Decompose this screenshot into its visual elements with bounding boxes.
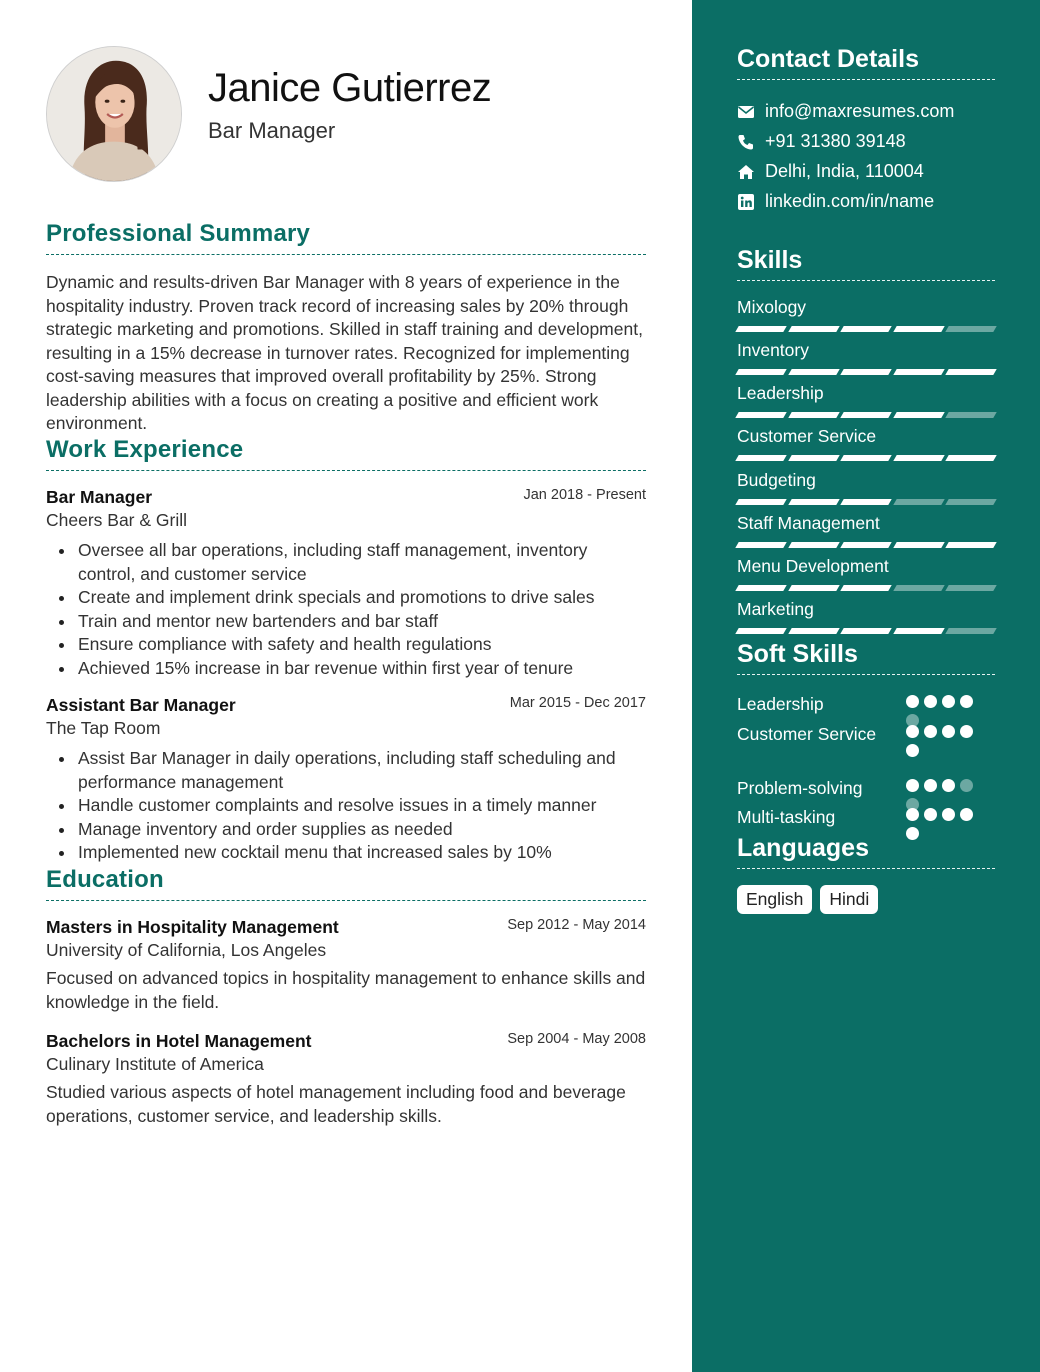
job-date: Mar 2015 - Dec 2017 (509, 695, 646, 711)
job-company: The Tap Room (46, 718, 161, 738)
skill-level-segment (840, 628, 891, 634)
email-text: info@maxresumes.com (765, 101, 955, 121)
list-item: Oversee all bar operations, including staff management, inventory control, and customer service (46, 539, 646, 586)
rating-dot (942, 725, 955, 738)
candidate-role: Bar Manager (208, 118, 336, 143)
skill-level-segment (893, 628, 944, 634)
summary-heading: Professional Summary (46, 220, 646, 255)
degree-title: Masters in Hospitality Management (46, 917, 339, 937)
skill-level-segment (946, 628, 997, 634)
skill-label: Mixology (737, 297, 807, 317)
rating-dot (960, 725, 973, 738)
contact-heading: Contact Details (737, 45, 995, 80)
address-text: Delhi, India, 110004 (765, 161, 924, 181)
skill-level-segment (788, 412, 839, 418)
skill-level-segment (893, 369, 944, 375)
skill-label: Leadership (737, 383, 824, 403)
education-date: Sep 2012 - May 2014 (507, 917, 646, 933)
skill-label: Staff Management (737, 513, 880, 533)
skill-level-segment (735, 628, 786, 634)
contact-email[interactable] (737, 101, 954, 122)
job-company: Cheers Bar & Grill (46, 510, 188, 530)
languages-heading: Languages (737, 834, 995, 869)
skill-item (737, 340, 995, 375)
sidebar (692, 0, 1040, 1372)
skill-level-bar (737, 326, 995, 332)
education-description: Focused on advanced topics in hospitality management to enhance skills and knowledge in the field. (46, 968, 646, 1012)
rating-dot (942, 695, 955, 708)
soft-skill-item (737, 776, 995, 800)
soft-skill-rating (906, 725, 986, 757)
school-name: University of California, Los Angeles (46, 940, 327, 960)
skill-level-segment (735, 369, 786, 375)
soft-skill-item (737, 692, 995, 716)
list-item: Manage inventory and order supplies as needed (46, 818, 646, 842)
list-item: Achieved 15% increase in bar revenue within first year of tenure (46, 657, 646, 681)
skill-level-segment (946, 585, 997, 591)
contact-phone[interactable] (737, 131, 906, 152)
skill-level-segment (735, 412, 786, 418)
rating-dot (960, 695, 973, 708)
rating-dot (924, 695, 937, 708)
rating-dot (960, 779, 973, 792)
rating-dot (924, 779, 937, 792)
skill-level-segment (946, 542, 997, 548)
skill-label: Budgeting (737, 470, 816, 490)
rating-dot (924, 808, 937, 821)
skill-level-segment (788, 585, 839, 591)
education-entry (46, 917, 646, 1014)
degree-title: Bachelors in Hotel Management (46, 1031, 312, 1051)
skill-item (737, 513, 995, 548)
soft-skill-label: Leadership (737, 694, 824, 714)
skill-level-segment (840, 369, 891, 375)
skill-label: Menu Development (737, 556, 889, 576)
rating-dot (942, 779, 955, 792)
job-title: Assistant Bar Manager (46, 695, 236, 715)
skill-level-bar (737, 585, 995, 591)
school-name: Culinary Institute of America (46, 1054, 264, 1074)
list-item: Handle customer complaints and resolve issues in a timely manner (46, 794, 646, 818)
job-title: Bar Manager (46, 487, 153, 507)
rating-dot (906, 744, 919, 757)
job-date: Jan 2018 - Present (523, 487, 646, 503)
candidate-name: Janice Gutierrez (208, 66, 492, 110)
skill-level-segment (946, 499, 997, 505)
avatar (46, 46, 182, 182)
contact-address (737, 161, 924, 182)
skill-level-segment (893, 455, 944, 461)
education-heading: Education (46, 866, 646, 901)
language-tag: English (737, 885, 812, 914)
skill-level-segment (840, 326, 891, 332)
skill-level-segment (893, 412, 944, 418)
skill-level-segment (946, 369, 997, 375)
skill-level-segment (946, 455, 997, 461)
languages-list (737, 885, 878, 914)
rating-dot (924, 725, 937, 738)
education-description: Studied various aspects of hotel management including food and beverage operations, customer service, and leadership skills. (46, 1082, 626, 1126)
skill-level-segment (735, 455, 786, 461)
experience-heading: Work Experience (46, 436, 646, 471)
list-item: Assist Bar Manager in daily operations, including staff scheduling and performance management (46, 747, 646, 794)
skill-item (737, 599, 995, 634)
soft-skill-item (737, 805, 995, 829)
education-date: Sep 2004 - May 2008 (507, 1031, 646, 1047)
skill-level-segment (840, 542, 891, 548)
skill-level-segment (893, 542, 944, 548)
skills-heading: Skills (737, 246, 995, 281)
soft-skill-item (737, 722, 995, 746)
skill-label: Inventory (737, 340, 809, 360)
skill-level-bar (737, 499, 995, 505)
skill-level-segment (788, 628, 839, 634)
skill-item (737, 297, 995, 332)
skill-level-segment (893, 326, 944, 332)
skill-level-segment (893, 585, 944, 591)
skill-level-segment (788, 326, 839, 332)
skill-item (737, 383, 995, 418)
home-icon (737, 163, 755, 181)
rating-dot (906, 779, 919, 792)
skill-level-segment (840, 499, 891, 505)
linkedin-icon (737, 193, 755, 211)
skill-level-bar (737, 628, 995, 634)
soft-skill-label: Multi-tasking (737, 807, 836, 827)
envelope-icon (737, 103, 755, 121)
skill-level-segment (735, 585, 786, 591)
list-item: Train and mentor new bartenders and bar staff (46, 610, 646, 634)
language-tag: Hindi (820, 885, 878, 914)
skill-level-bar (737, 542, 995, 548)
skill-level-bar (737, 369, 995, 375)
skill-level-segment (788, 455, 839, 461)
rating-dot (906, 725, 919, 738)
skill-level-segment (735, 499, 786, 505)
profile-photo (47, 47, 181, 181)
rating-dot (906, 695, 919, 708)
list-item: Implemented new cocktail menu that increased sales by 10% (46, 841, 646, 865)
rating-dot (942, 808, 955, 821)
skill-level-segment (735, 326, 786, 332)
skill-level-segment (946, 326, 997, 332)
skill-level-segment (840, 412, 891, 418)
contact-linkedin[interactable] (737, 191, 934, 212)
skill-level-segment (788, 369, 839, 375)
skill-item (737, 470, 995, 505)
skill-level-segment (788, 542, 839, 548)
skill-level-segment (840, 585, 891, 591)
list-item: Ensure compliance with safety and health regulations (46, 633, 646, 657)
skill-item (737, 426, 995, 461)
skill-label: Marketing (737, 599, 814, 619)
phone-text: +91 31380 39148 (765, 131, 906, 151)
rating-dot (960, 808, 973, 821)
skill-level-segment (735, 542, 786, 548)
soft-skill-label: Customer Service (737, 724, 877, 744)
linkedin-text: linkedin.com/in/name (765, 191, 935, 211)
soft-skills-heading: Soft Skills (737, 640, 995, 675)
skill-label: Customer Service (737, 426, 877, 446)
education-entry (46, 1031, 646, 1128)
skill-level-segment (840, 455, 891, 461)
skill-level-bar (737, 412, 995, 418)
phone-icon (737, 133, 755, 151)
list-item: Create and implement drink specials and promotions to drive sales (46, 586, 646, 610)
summary-text: Dynamic and results-driven Bar Manager with 8 years of experience in the hospitality industry. Proven track record of increasing sales by 20% through strategic marketing and promotions. Skilled in staff training and development, resulting in a 15% decrease in turnover rates. Recognized for implementing cost-saving measures that improved overall profitability by 25%. Strong leadership abilities with a focus on creating a positive and efficient work environment. (46, 272, 643, 433)
job-entry (46, 487, 646, 681)
soft-skill-label: Problem-solving (737, 778, 863, 798)
skill-level-segment (893, 499, 944, 505)
skill-item (737, 556, 995, 591)
skill-level-segment (946, 412, 997, 418)
skill-level-bar (737, 455, 995, 461)
job-entry (46, 695, 646, 865)
skill-level-segment (788, 499, 839, 505)
job-bullets (46, 539, 646, 681)
rating-dot (906, 808, 919, 821)
job-bullets (46, 747, 646, 865)
